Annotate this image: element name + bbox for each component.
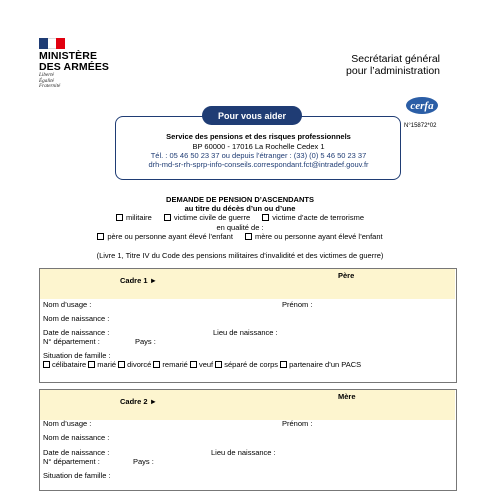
birth-date-field[interactable]: Date de naissance :	[43, 448, 110, 457]
status-veuf[interactable]: veuf	[190, 360, 213, 369]
cadre-1-header	[40, 269, 455, 299]
status-pacs[interactable]: partenaire d’un PACS	[280, 360, 361, 369]
checkbox[interactable]	[215, 361, 222, 368]
option-victime-terrorisme[interactable]: victime d’acte de terrorisme	[262, 213, 364, 222]
birth-date-field[interactable]: Date de naissance :	[43, 328, 110, 337]
legal-reference: (Livre 1, Titre IV du Code des pensions militaires d’invalidité et des victimes de guerre)	[96, 251, 384, 260]
status-marie[interactable]: marié	[88, 360, 116, 369]
checkbox[interactable]	[262, 214, 269, 221]
birth-place-field[interactable]: Lieu de naissance :	[213, 328, 278, 337]
form-subtitle: au titre du décès d’un ou d’une	[184, 204, 296, 213]
checkbox[interactable]	[280, 361, 287, 368]
option-mere[interactable]: mère ou personne ayant élevé l’enfant	[245, 232, 383, 241]
family-status-label: Situation de famille :	[43, 351, 111, 360]
department-field[interactable]: N° département :	[43, 457, 100, 466]
cadre-1-role: Père	[338, 271, 355, 280]
checkbox[interactable]	[190, 361, 197, 368]
status-remarie[interactable]: remarié	[153, 360, 187, 369]
birth-place-field[interactable]: Lieu de naissance :	[211, 448, 276, 457]
help-email[interactable]: drh-md-sr-rh-sprp-info-conseils.correspondant.fct@intradef.gouv.fr	[148, 160, 369, 169]
cerfa-number: N°15872*02	[404, 123, 437, 129]
form-title: DEMANDE DE PENSION D’ASCENDANTS	[166, 195, 314, 204]
status-divorce[interactable]: divorcé	[118, 360, 151, 369]
checkbox[interactable]	[97, 233, 104, 240]
cadre-2-role: Mère	[338, 392, 356, 401]
quality-options	[0, 232, 480, 241]
checkbox[interactable]	[153, 361, 160, 368]
french-flag-logo	[39, 38, 65, 49]
cadre-2-header	[40, 390, 455, 420]
flag-blue-band	[39, 38, 48, 49]
checkbox[interactable]	[88, 361, 95, 368]
birth-name-field[interactable]: Nom de naissance :	[43, 433, 110, 442]
country-field[interactable]: Pays :	[135, 337, 156, 346]
flag-red-band	[56, 38, 65, 49]
republic-motto: Liberté Égalité Fraternité	[39, 72, 61, 90]
help-badge: Pour vous aider	[202, 106, 302, 125]
cadre-1-label: Cadre 1 ►	[120, 276, 158, 285]
usage-name-field[interactable]: Nom d’usage :	[43, 419, 92, 428]
quality-label: en qualité de :	[216, 223, 264, 232]
help-phone: Tél. : 05 46 50 23 37 ou depuis l’étranger : (33) (0) 5 46 50 23 37	[150, 151, 367, 160]
checkbox[interactable]	[118, 361, 125, 368]
flag-white-band	[48, 38, 57, 49]
checkbox[interactable]	[245, 233, 252, 240]
cadre-2-label: Cadre 2 ►	[120, 397, 158, 406]
family-status-options	[43, 360, 361, 369]
firstname-field[interactable]: Prénom :	[282, 419, 313, 428]
birth-name-field[interactable]: Nom de naissance :	[43, 314, 110, 323]
option-militaire[interactable]: militaire	[116, 213, 152, 222]
option-pere[interactable]: père ou personne ayant élevé l’enfant	[97, 232, 233, 241]
checkbox[interactable]	[43, 361, 50, 368]
secretariat-title: Secrétariat général pour l’administration	[346, 53, 440, 77]
status-celibataire[interactable]: célibataire	[43, 360, 86, 369]
help-service: Service des pensions et des risques professionnels	[166, 132, 351, 141]
status-separe[interactable]: séparé de corps	[215, 360, 278, 369]
firstname-field[interactable]: Prénom :	[282, 300, 313, 309]
department-field[interactable]: N° département :	[43, 337, 100, 346]
cerfa-logo: cerfa	[406, 97, 438, 114]
checkbox[interactable]	[164, 214, 171, 221]
ministry-name: MINISTÈRE DES ARMÉES	[39, 50, 110, 73]
death-options	[0, 213, 480, 222]
help-address: BP 60000 - 17016 La Rochelle Cedex 1	[192, 142, 325, 151]
checkbox[interactable]	[116, 214, 123, 221]
option-victime-civile[interactable]: victime civile de guerre	[164, 213, 250, 222]
usage-name-field[interactable]: Nom d’usage :	[43, 300, 92, 309]
country-field[interactable]: Pays :	[133, 457, 154, 466]
family-status-label: Situation de famille :	[43, 471, 111, 480]
